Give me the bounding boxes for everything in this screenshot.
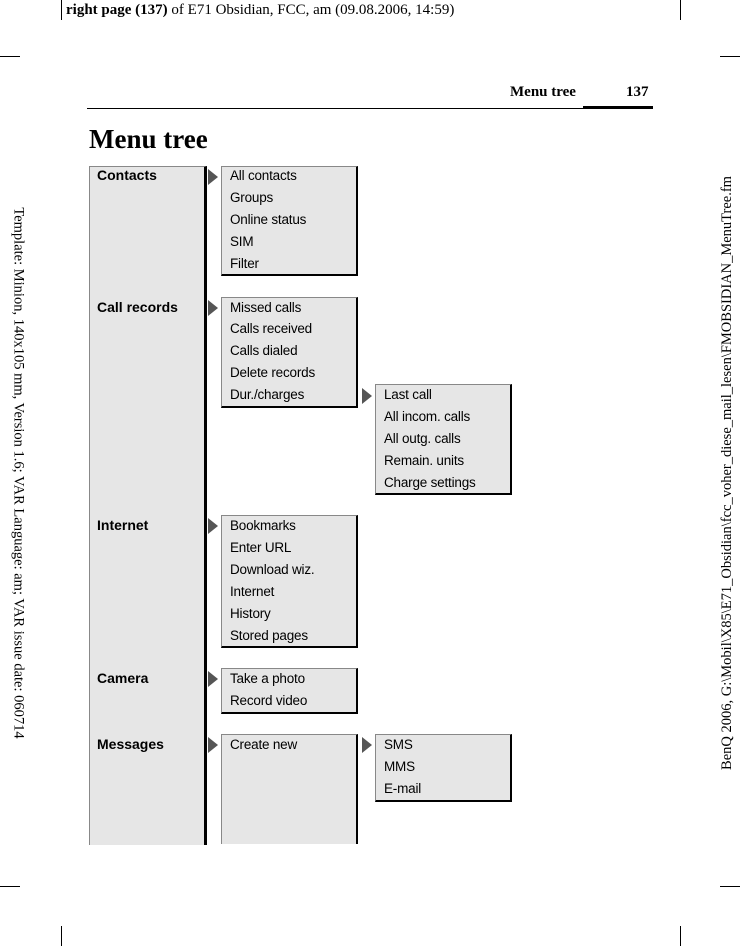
crop-mark <box>720 56 740 57</box>
submenu-item: History <box>230 606 271 621</box>
submenu-item: Download wiz. <box>230 562 315 577</box>
messages-submenu <box>221 734 358 844</box>
submenu-item: Record video <box>230 693 308 708</box>
submenu-item: Charge settings <box>384 475 476 490</box>
crop-mark <box>680 926 681 946</box>
submenu-item: Bookmarks <box>230 518 296 533</box>
submenu-item: SMS <box>384 737 413 752</box>
dur-charges-submenu <box>375 384 512 495</box>
submenu-arrow-icon <box>208 169 218 185</box>
submenu-item: Enter URL <box>230 540 292 555</box>
crop-mark <box>0 56 20 57</box>
running-head: Menu tree <box>510 84 576 100</box>
crop-mark <box>0 886 20 887</box>
page-number: 137 <box>626 84 649 100</box>
menu-contacts: Contacts <box>97 167 157 183</box>
submenu-item: Groups <box>230 190 274 205</box>
submenu-item: Dur./charges <box>230 387 305 402</box>
submenu-item: Online status <box>230 212 307 227</box>
menu-messages: Messages <box>97 736 164 752</box>
menu-internet: Internet <box>97 517 149 533</box>
page-info-note: right page (137) of E71 Obsidian, FCC, am (09.08.2006, 14:59) <box>66 2 455 18</box>
header-rule <box>87 108 653 109</box>
crop-mark <box>720 886 740 887</box>
submenu-arrow-icon <box>362 388 372 404</box>
internet-submenu <box>221 515 358 648</box>
crop-mark <box>61 0 62 20</box>
submenu-item: Delete records <box>230 365 315 380</box>
submenu-item: E-mail <box>384 781 422 796</box>
submenu-arrow-icon <box>208 737 218 753</box>
create-new-submenu <box>375 734 512 802</box>
submenu-arrow-icon <box>208 300 218 316</box>
call-records-submenu <box>221 297 358 408</box>
submenu-item: All outg. calls <box>384 431 461 446</box>
contacts-submenu <box>221 166 358 276</box>
submenu-item: All incom. calls <box>384 409 471 424</box>
submenu-arrow-icon <box>362 737 372 753</box>
submenu-item: SIM <box>230 234 254 249</box>
submenu-item: Remain. units <box>384 453 464 468</box>
submenu-item: Calls dialed <box>230 343 298 358</box>
crop-mark <box>680 0 681 20</box>
camera-submenu <box>221 668 358 714</box>
crop-mark <box>61 926 62 946</box>
submenu-item: Internet <box>230 584 275 599</box>
menu-call-records: Call records <box>97 299 178 315</box>
template-info: Template: Minion, 140x105 mm, Version 1.6; VAR Language: am; VAR issue date: 060714 <box>10 207 27 739</box>
submenu-item: Missed calls <box>230 300 302 315</box>
menu-camera: Camera <box>97 670 149 686</box>
submenu-item: Last call <box>384 387 432 402</box>
submenu-arrow-icon <box>208 671 218 687</box>
submenu-item: All contacts <box>230 168 297 183</box>
submenu-item: Filter <box>230 256 259 271</box>
submenu-item: MMS <box>384 759 415 774</box>
submenu-item: Calls received <box>230 321 312 336</box>
file-path-info: BenQ 2006, G:\Mobil\X85\E71_Obsidian\fcc_voher_diese_mail_lesen\FMOBSIDIAN_MenuTree.fm <box>718 176 735 770</box>
submenu-item: Stored pages <box>230 628 308 643</box>
submenu-arrow-icon <box>208 518 218 534</box>
header-rule-accent <box>583 106 653 109</box>
submenu-item: Take a photo <box>230 671 305 686</box>
submenu-item: Create new <box>230 737 298 752</box>
page-title: Menu tree <box>89 124 208 154</box>
